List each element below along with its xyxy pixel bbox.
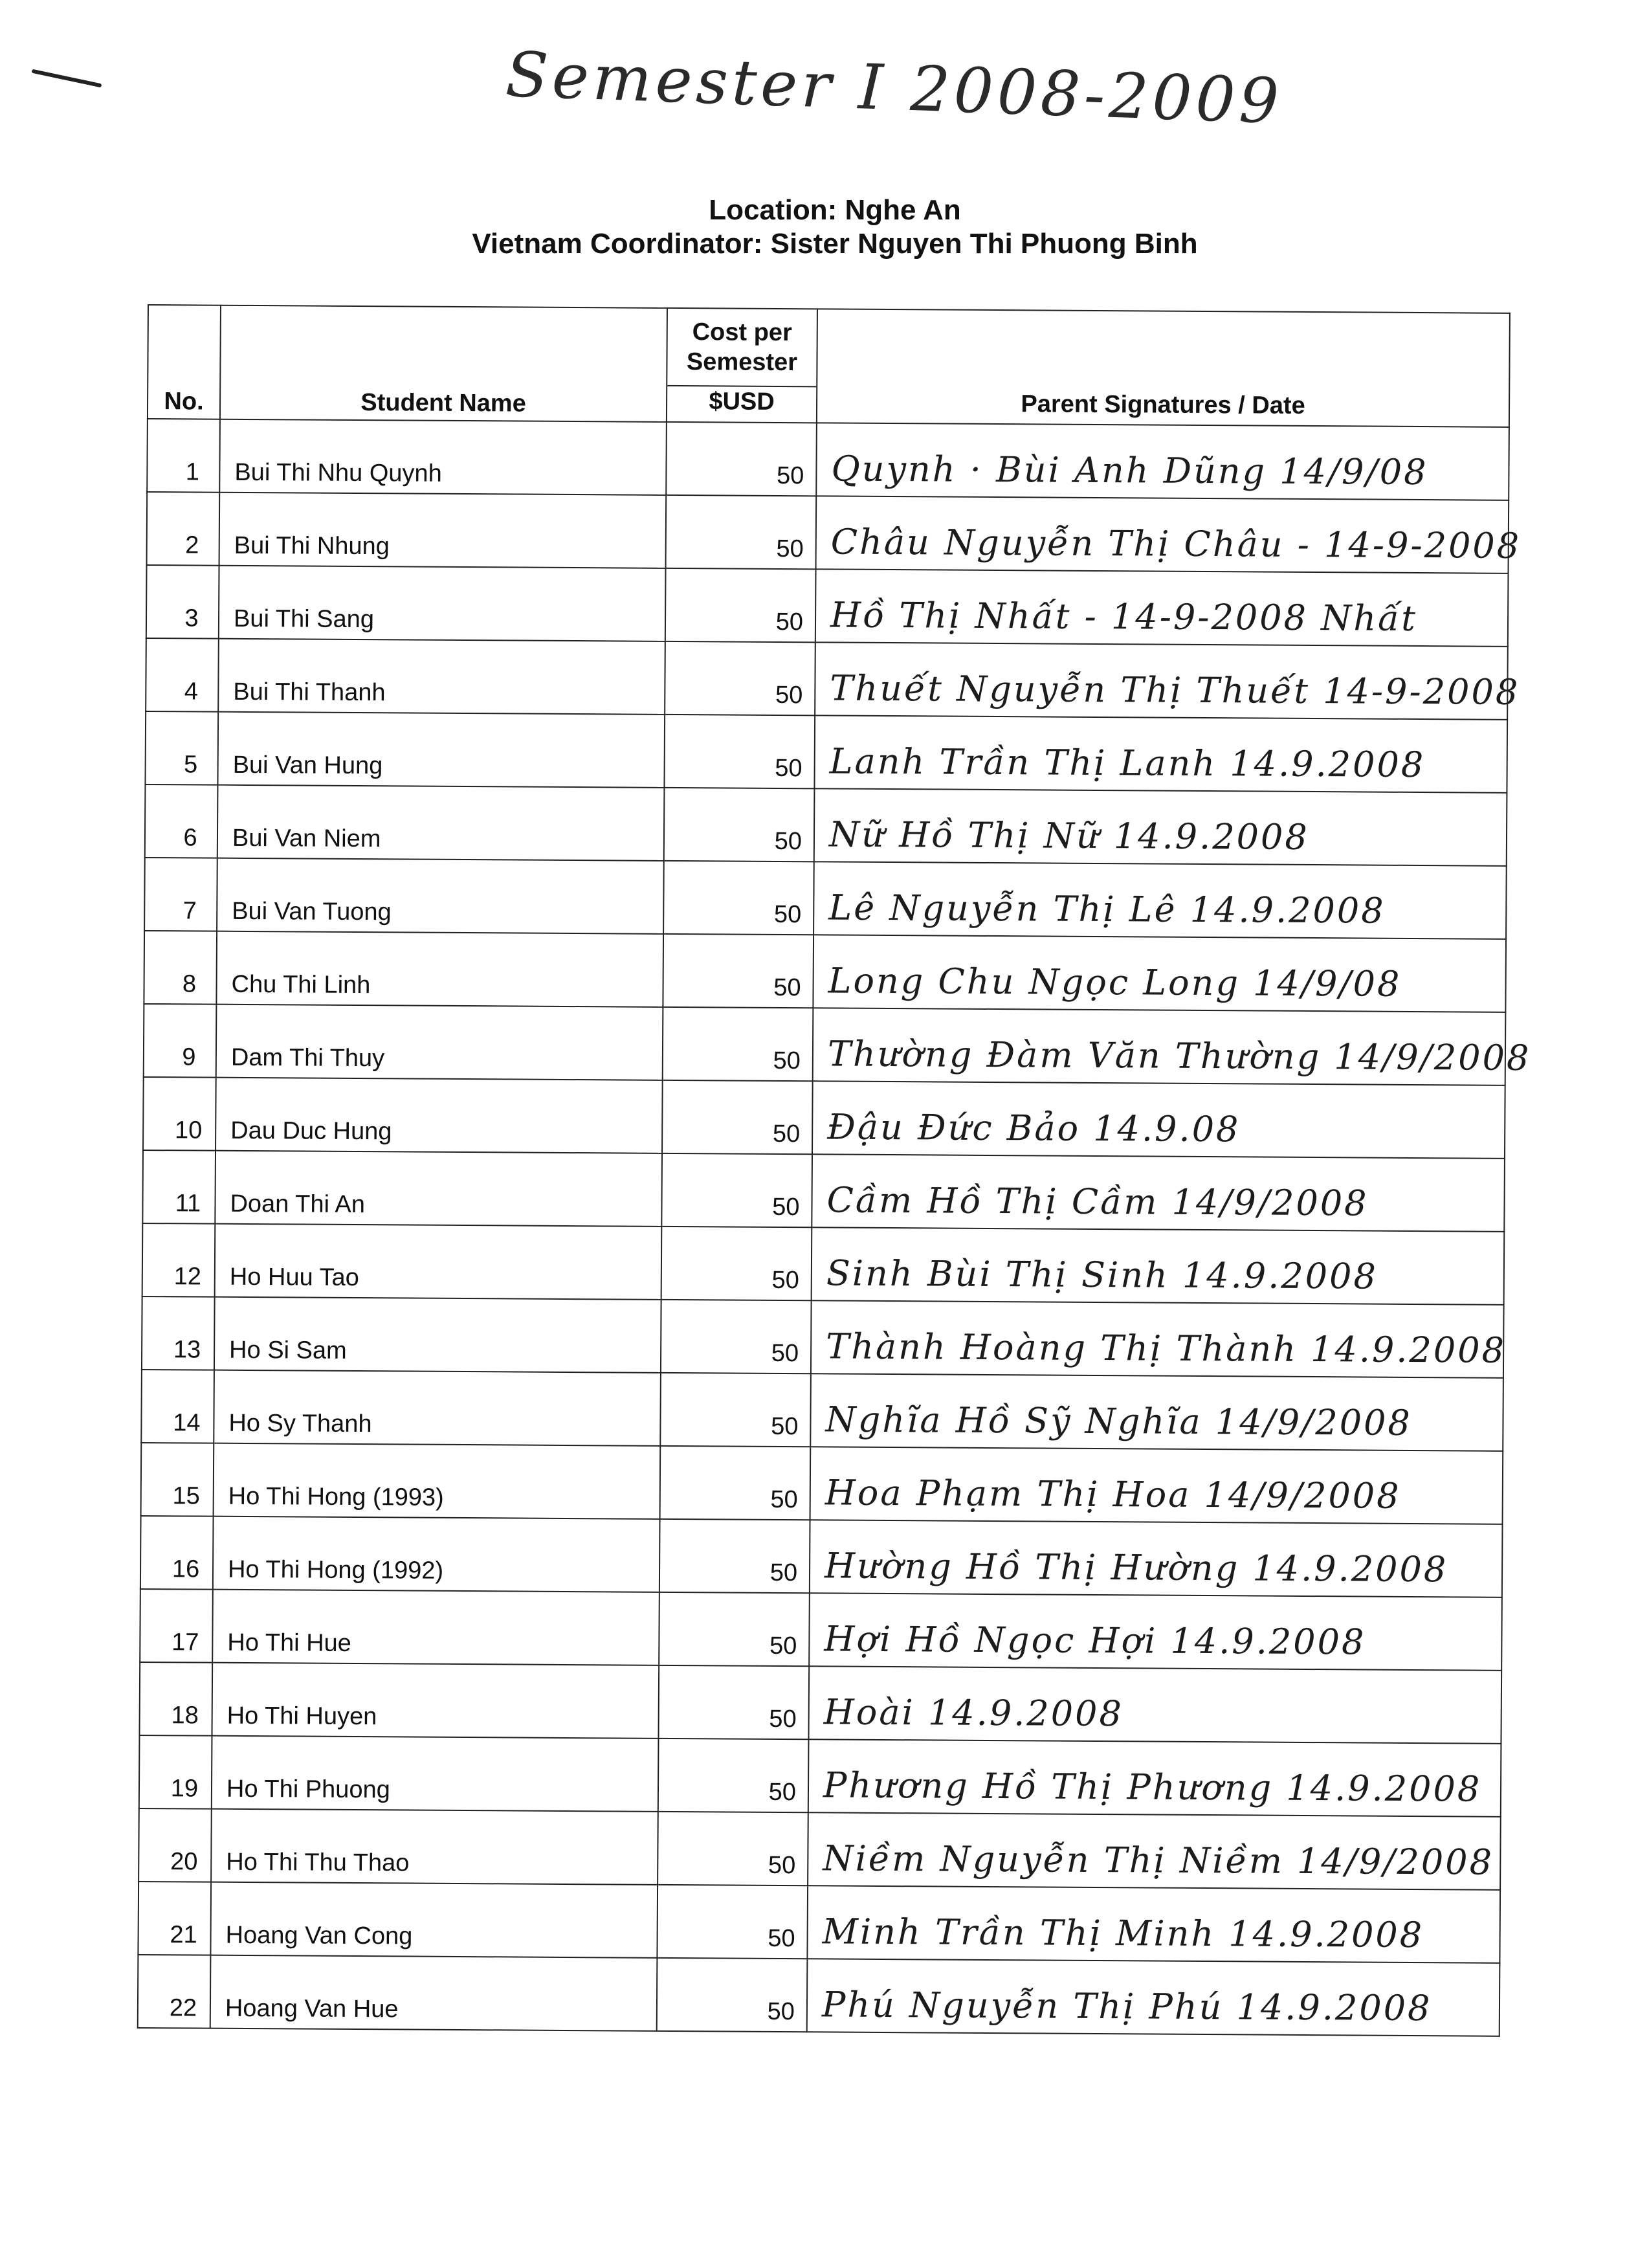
student-name: Bui Thi Sang <box>219 566 666 641</box>
handwritten-signature: Hường Hồ Thị Hường 14.9.2008 <box>824 1545 1448 1590</box>
cost-value: 50 <box>659 1519 810 1593</box>
student-name: Ho Thi Huyen <box>212 1663 659 1739</box>
parent-signature <box>810 1520 1503 1597</box>
table-row <box>142 1296 1504 1378</box>
handwritten-signature: Thành Hoàng Thị Thành 14.9.2008 <box>825 1326 1507 1371</box>
handwritten-signature: Nữ Hồ Thị Nữ 14.9.2008 <box>828 814 1309 858</box>
handwritten-signature: Lanh Trần Thị Lanh 14.9.2008 <box>829 740 1426 786</box>
row-number: 19 <box>139 1735 212 1809</box>
header-cost-per-semester: Cost per Semester <box>667 309 817 387</box>
student-name: Bui Van Hung <box>217 712 665 788</box>
handwritten-signature: Long Chu Ngọc Long 14/9/08 <box>828 960 1402 1005</box>
parent-signature <box>807 1959 1500 2036</box>
table-row <box>146 565 1509 647</box>
parent-signature <box>815 642 1520 720</box>
handwritten-signature: Phương Hồ Thị Phương 14.9.2008 <box>823 1764 1482 1810</box>
location-heading <box>349 194 1320 227</box>
parent-signature <box>811 1300 1507 1378</box>
cost-value: 50 <box>664 788 815 862</box>
handwritten-signature: Phú Nguyễn Thị Phú 14.9.2008 <box>821 1984 1432 2029</box>
parent-signature <box>816 423 1509 500</box>
parent-signature <box>809 1593 1502 1671</box>
student-name: Ho Thi Hong (1993) <box>214 1443 661 1519</box>
student-name: Dau Duc Hung <box>216 1078 663 1153</box>
handwritten-signature: Quynh · Bùi Anh Dũng 14/9/08 <box>831 448 1428 493</box>
student-name: Ho Si Sam <box>214 1297 661 1373</box>
row-number: 16 <box>140 1516 214 1590</box>
student-name: Ho Huu Tao <box>215 1224 662 1300</box>
table-header-row <box>148 305 1510 427</box>
handwritten-signature: Minh Trần Thị Minh 14.9.2008 <box>822 1911 1424 1956</box>
student-name: Ho Thi Phuong <box>212 1736 659 1812</box>
student-name: Ho Thi Thu Thao <box>211 1809 658 1885</box>
table-row <box>142 1223 1505 1305</box>
table-row <box>144 858 1507 939</box>
parent-signature <box>812 1081 1505 1159</box>
row-number: 7 <box>144 858 217 931</box>
handwritten-signature: Thường Đàm Văn Thường 14/9/2008 <box>827 1033 1531 1079</box>
row-number: 5 <box>145 711 218 785</box>
parent-signature <box>812 1154 1505 1232</box>
row-number: 2 <box>147 492 220 566</box>
cost-value: 50 <box>665 641 815 715</box>
handwritten-signature: Châu Nguyễn Thị Châu - 14-9-2008 <box>830 521 1522 566</box>
header-cost <box>667 308 817 423</box>
table-row <box>143 1077 1505 1159</box>
table-row <box>147 419 1509 500</box>
location-label: Location: <box>709 194 837 226</box>
parent-signature <box>813 862 1507 939</box>
handwritten-signature: Hoài 14.9.2008 <box>823 1691 1123 1735</box>
table-row <box>138 1808 1501 1890</box>
row-number: 9 <box>144 1004 217 1078</box>
coordinator-value: Sister Nguyen Thi Phuong Binh <box>770 228 1198 260</box>
handwritten-signature: Hồ Thị Nhất - 14-9-2008 Nhất <box>830 594 1418 639</box>
handwritten-signature: Thuết Nguyễn Thị Thuết 14-9-2008 <box>830 667 1520 713</box>
header-student-name: Student Name <box>220 306 667 422</box>
signature-sheet <box>137 304 1531 2029</box>
table-row <box>138 1955 1500 2036</box>
table-row <box>142 1150 1505 1232</box>
handwritten-semester-title: Semester I 2008-2009 <box>504 38 1284 138</box>
parent-signature <box>812 1227 1505 1305</box>
handwritten-signature: Lê Nguyễn Thị Lê 14.9.2008 <box>828 887 1386 931</box>
row-number: 13 <box>142 1296 215 1370</box>
row-number: 8 <box>144 931 217 1005</box>
student-table <box>137 304 1531 2037</box>
student-name: Doan Thi An <box>215 1151 662 1227</box>
cost-value: 50 <box>657 1958 808 2032</box>
handwritten-signature: Hợi Hồ Ngọc Hợi 14.9.2008 <box>824 1618 1366 1663</box>
cost-value: 50 <box>665 568 816 642</box>
parent-signature <box>808 1812 1501 1890</box>
cost-value: 50 <box>661 1153 812 1227</box>
cost-value: 50 <box>657 1885 808 1959</box>
parent-signature <box>814 715 1507 793</box>
parent-signature <box>814 788 1507 866</box>
handwritten-signature: Nghĩa Hồ Sỹ Nghĩa 14/9/2008 <box>825 1399 1412 1443</box>
student-name: Bui Van Niem <box>217 785 665 861</box>
student-name: Hoang Van Hue <box>210 1955 658 2031</box>
row-number: 18 <box>139 1662 212 1736</box>
row-number: 14 <box>141 1370 214 1443</box>
row-number: 10 <box>143 1077 216 1151</box>
cost-value: 50 <box>663 934 813 1008</box>
row-number: 21 <box>138 1882 211 1955</box>
student-name: Dam Thi Thuy <box>216 1005 663 1080</box>
student-name: Ho Sy Thanh <box>214 1370 661 1446</box>
cost-value: 50 <box>666 495 817 569</box>
handwritten-signature: Cầm Hồ Thị Cầm 14/9/2008 <box>826 1179 1369 1224</box>
handwritten-signature: Niềm Nguyễn Thị Niềm 14/9/2008 <box>823 1838 1494 1883</box>
header-no: No. <box>148 305 221 419</box>
student-name: Ho Thi Hue <box>212 1590 659 1665</box>
parent-signature <box>808 1739 1501 1817</box>
row-number: 20 <box>138 1808 212 1882</box>
cost-value: 50 <box>658 1739 809 1812</box>
table-row <box>140 1589 1502 1671</box>
student-name: Bui Thi Nhung <box>219 493 667 568</box>
cost-value: 50 <box>660 1373 811 1447</box>
row-number: 3 <box>146 565 219 639</box>
coordinator-label: Vietnam Coordinator: <box>472 228 763 260</box>
handwritten-signature: Đậu Đức Bảo 14.9.08 <box>827 1106 1241 1150</box>
student-name: Bui Thi Nhu Quynh <box>219 419 667 495</box>
table-row <box>144 1004 1506 1085</box>
student-name: Bui Thi Thanh <box>218 639 665 715</box>
stray-pen-mark <box>32 69 102 88</box>
parent-signature <box>813 1008 1531 1085</box>
row-number: 22 <box>138 1955 211 2029</box>
row-number: 15 <box>141 1443 214 1517</box>
cost-value: 50 <box>658 1665 809 1739</box>
header-parent-signatures: Parent Signatures / Date <box>817 309 1510 427</box>
student-name: Hoang Van Cong <box>210 1882 658 1958</box>
location-value: Nghe An <box>845 194 961 226</box>
cost-value: 50 <box>662 1080 813 1154</box>
cost-value: 50 <box>661 1300 812 1373</box>
cost-value: 50 <box>661 1227 812 1300</box>
parent-signature <box>810 1373 1503 1451</box>
cost-value: 50 <box>663 1007 813 1081</box>
row-number: 4 <box>146 638 219 712</box>
cost-value: 50 <box>659 1592 810 1666</box>
cost-value: 50 <box>666 422 817 496</box>
student-name: Bui Van Tuong <box>217 858 664 934</box>
parent-signature <box>808 1666 1501 1744</box>
student-name: Chu Thi Linh <box>216 931 663 1007</box>
table-row <box>139 1735 1501 1817</box>
parent-signature <box>816 496 1522 573</box>
table-row <box>140 1516 1503 1597</box>
cost-value: 50 <box>658 1812 808 1885</box>
cost-value: 50 <box>660 1446 811 1520</box>
parent-signature <box>815 569 1509 647</box>
row-number: 12 <box>142 1223 216 1297</box>
parent-signature <box>810 1447 1503 1524</box>
table-row <box>145 784 1507 866</box>
cost-value: 50 <box>663 861 814 935</box>
table-row <box>144 931 1506 1012</box>
table-row <box>147 492 1509 573</box>
header-cost-unit: $USD <box>709 387 775 416</box>
table-row <box>141 1370 1503 1451</box>
handwritten-signature: Sinh Bùi Thị Sinh 14.9.2008 <box>826 1252 1378 1297</box>
row-number: 1 <box>147 419 220 493</box>
coordinator-heading <box>349 228 1320 260</box>
table-row <box>141 1443 1503 1524</box>
cost-value: 50 <box>664 715 815 788</box>
parent-signature <box>813 935 1506 1012</box>
table-row <box>138 1882 1500 1963</box>
student-name: Ho Thi Hong (1992) <box>213 1517 660 1592</box>
row-number: 6 <box>145 784 218 858</box>
row-number: 17 <box>140 1589 213 1663</box>
table-row <box>139 1662 1501 1744</box>
table-row <box>145 711 1507 793</box>
handwritten-signature: Hoa Phạm Thị Hoa 14/9/2008 <box>825 1472 1401 1517</box>
parent-signature <box>807 1885 1500 1963</box>
row-number: 11 <box>142 1150 216 1224</box>
table-row <box>146 638 1508 720</box>
